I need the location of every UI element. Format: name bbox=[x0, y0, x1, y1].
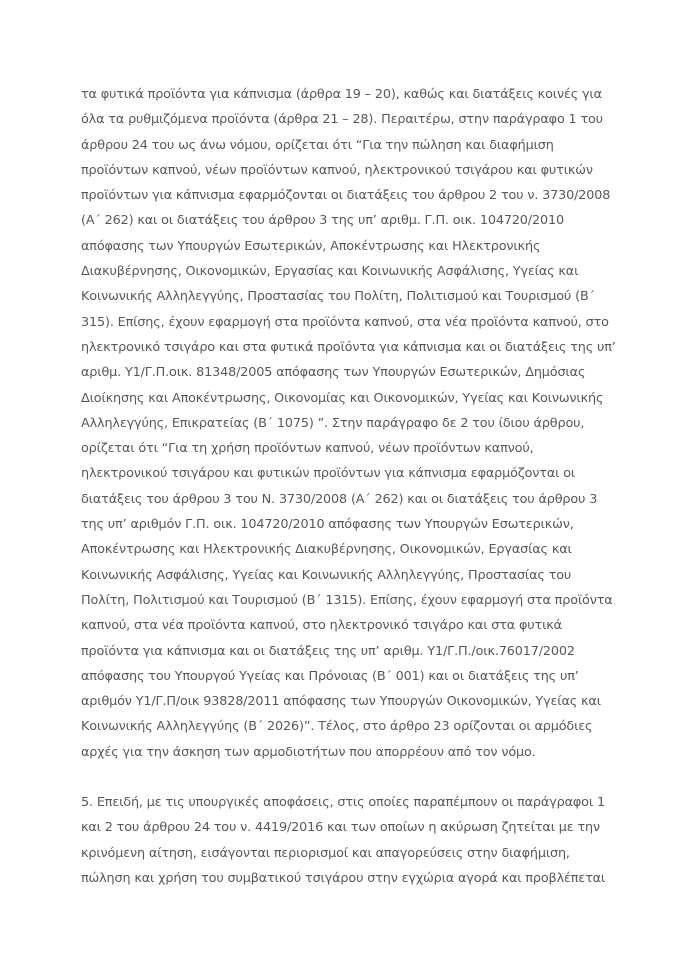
text-line: ορίζεται ότι “Για τη χρήση προϊόντων καπνού, νέων προϊόντων καπνού, bbox=[81, 441, 534, 457]
text-line: Κοινωνικής Αλληλεγγύης, Προστασίας του Πολίτη, Πολιτισμού και Τουρισμού (Β΄ bbox=[81, 289, 595, 305]
text-line: της υπ’ αριθμόν Γ.Π. οικ. 104720/2010 απόφασης των Υπουργών Εσωτερικών, bbox=[81, 517, 574, 533]
text-line: 5. Επειδή, με τις υπουργικές αποφάσεις, στις οποίες παραπέμπουν οι παράγραφοι 1 bbox=[81, 795, 605, 811]
text-line: Διακυβέρνησης, Οικονομικών, Εργασίας και Κοινωνικής Ασφάλισης, Υγείας και bbox=[81, 264, 579, 280]
text-line: Αλληλεγγύης, Επικρατείας (Β΄ 1075) ”. Στην παράγραφο δε 2 του ίδιου άρθρου, bbox=[81, 415, 585, 431]
text-line: αρχές για την άσκηση των αρμοδιοτήτων που απορρέουν από τον νόμο. bbox=[81, 744, 536, 760]
text-line: Κοινωνικής Αλληλεγγύης (Β΄ 2026)”. Τέλος, στο άρθρο 23 ορίζονται οι αρμόδιες bbox=[81, 719, 593, 735]
text-line: (Α΄ 262) και οι διατάξεις του άρθρου 3 της υπ’ αριθμ. Γ.Π. οικ. 104720/2010 bbox=[81, 213, 564, 229]
document-text-block bbox=[81, 82, 641, 891]
text-line: 315). Επίσης, έχουν εφαρμογή στα προϊόντα καπνού, στα νέα προϊόντα καπνού, στο bbox=[81, 314, 609, 330]
text-line: Κοινωνικής Ασφάλισης, Υγείας και Κοινωνικής Αλληλεγγύης, Προστασίας του bbox=[81, 567, 572, 583]
text-line: απόφασης των Υπουργών Εσωτερικών, Αποκέντρωσης και Ηλεκτρονικής bbox=[81, 238, 541, 254]
paragraph-legal-text-section-5 bbox=[81, 790, 641, 891]
text-line: προϊόντων καπνού, νέων προϊόντων καπνού, ηλεκτρονικού τσιγάρου και φυτικών bbox=[81, 162, 593, 178]
text-line: όλα τα ρυθμιζόμενα προϊόντα (άρθρα 21 – 28). Περαιτέρω, στην παράγραφο 1 του bbox=[81, 112, 603, 128]
text-line: τα φυτικά προϊόντα για κάπνισμα (άρθρα 19 – 20), καθώς και διατάξεις κοινές για bbox=[81, 87, 602, 102]
text-line: απόφασης του Υπουργού Υγείας και Πρόνοιας (Β΄ 001) και οι διατάξεις της υπ’ bbox=[81, 668, 579, 684]
text-line: διατάξεις του άρθρου 3 του Ν. 3730/2008 (Α΄ 262) και οι διατάξεις του άρθρου 3 bbox=[81, 491, 598, 507]
text-line: αριθμόν Υ1/Γ.Π/οικ 93828/2011 απόφασης των Υπουργών Οικονομικών, Υγείας και bbox=[81, 694, 601, 710]
text-line: Πολίτη, Πολιτισμού και Τουρισμού (Β΄ 1315). Επίσης, έχουν εφαρμογή στα προϊόντα bbox=[81, 592, 613, 608]
text-line: Αποκέντρωσης και Ηλεκτρονικής Διακυβέρνησης, Οικονομικών, Εργασίας και bbox=[81, 542, 572, 558]
text-line: πώληση και χρήση του συμβατικού τσιγάρου στην εγχώρια αγορά και προβλέπεται bbox=[81, 870, 606, 886]
text-line: αριθμ. Υ1/Γ.Π.οικ. 81348/2005 απόφασης των Υπουργών Εσωτερικών, Δημόσιας bbox=[81, 365, 586, 381]
text-line: άρθρου 24 του ως άνω νόμου, ορίζεται ότι “Για την πώληση και διαφήμιση bbox=[81, 137, 554, 153]
text-line: ηλεκτρονικού τσιγάρου και φυτικών προϊόντων για κάπνισμα εφαρμόζονται οι bbox=[81, 466, 576, 482]
text-line: και 2 του άρθρου 24 του ν. 4419/2016 και των οποίων η ακύρωση ζητείται με την bbox=[81, 820, 600, 836]
paragraph-legal-text-continuation bbox=[81, 82, 641, 765]
text-line: καπνού, στα νέα προϊόντα καπνού, στο ηλεκτρονικό τσιγάρο και στα φυτικά bbox=[81, 618, 562, 634]
text-line: κρινόμενη αίτηση, εισάγονται περιορισμοί και απαγορεύσεις στην διαφήμιση, bbox=[81, 845, 570, 861]
text-line: ηλεκτρονικό τσιγάρο και στα φυτικά προϊόντα για κάπνισμα και οι διατάξεις της υπ’ bbox=[81, 339, 616, 355]
text-line: προϊόντα για κάπνισμα και οι διατάξεις της υπ’ αριθμ. Υ1/Γ.Π./οικ.76017/2002 bbox=[81, 643, 575, 659]
text-line: Διοίκησης και Αποκέντρωσης, Οικονομίας και Οικονομικών, Υγείας και Κοινωνικής bbox=[81, 390, 604, 406]
text-line: προϊόντων για κάπνισμα εφαρμόζονται οι διατάξεις του άρθρου 2 του ν. 3730/2008 bbox=[81, 188, 611, 204]
